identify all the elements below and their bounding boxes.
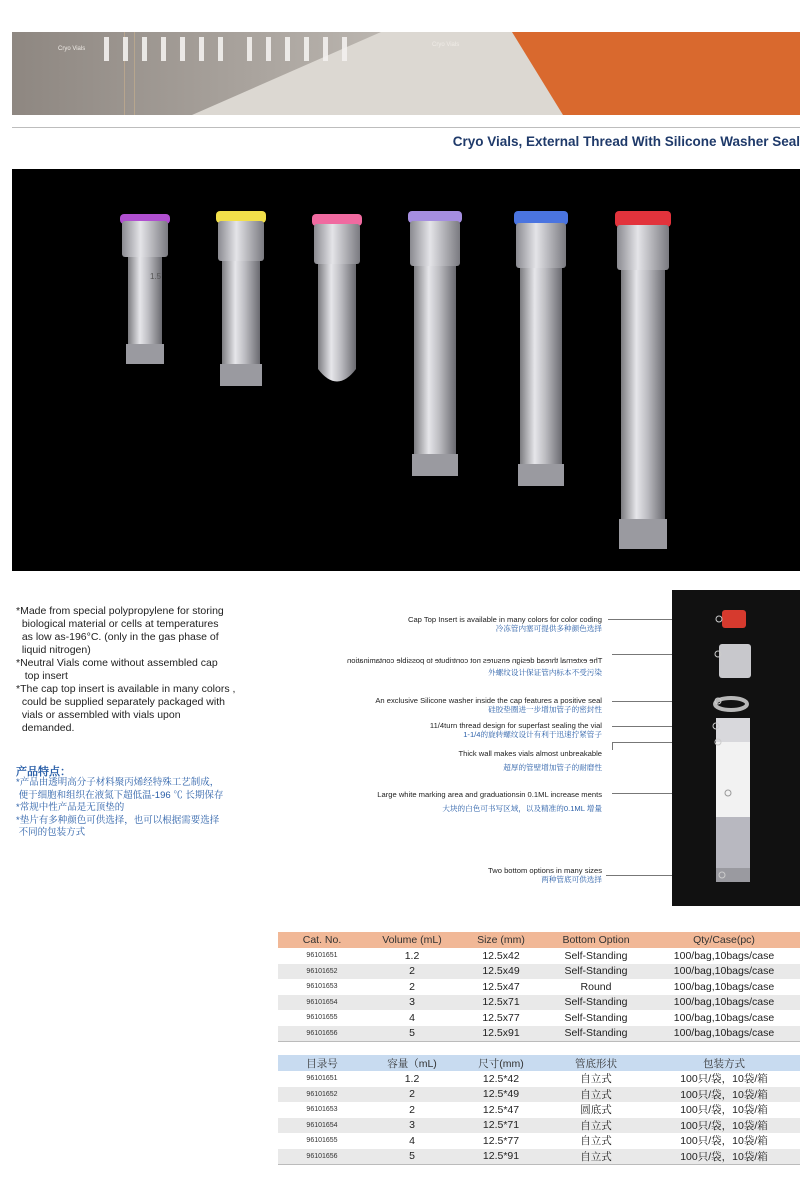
cap-insert-red	[615, 211, 671, 227]
annotation-cn: 硅胶垫圈进一步增加管子的密封性	[488, 705, 602, 714]
cell: 12.5*91	[458, 1149, 544, 1165]
cell: Round	[580, 980, 612, 993]
table-header-row	[278, 932, 800, 948]
table-row	[278, 1071, 800, 1087]
spec-table-english	[278, 932, 800, 1042]
cap-insert-red	[722, 610, 746, 628]
header-banner	[12, 32, 800, 115]
cell: 100/bag,10bags/case	[648, 964, 800, 980]
table-row	[278, 1102, 800, 1118]
table-row	[278, 979, 800, 995]
annotation-silicone-washer	[375, 696, 602, 714]
annotation-marking-area	[377, 790, 602, 813]
cell: Self-Standing	[544, 964, 648, 980]
feature-line-cn: 不同的包装方式	[16, 827, 86, 838]
cell: 自立式	[544, 1118, 648, 1134]
cell: 100/bag,10bags/case	[648, 995, 800, 1011]
cell: 圆底式	[580, 1104, 612, 1117]
cell: 4	[409, 1134, 415, 1147]
cell: 100只/袋，10袋/箱	[648, 1087, 800, 1103]
feature-line: as low as-196°C. (only in the gas phase of	[16, 631, 219, 643]
cell: 5	[366, 1149, 458, 1165]
cell: 1.2	[404, 1072, 420, 1085]
col-header: Qty/Case(pc)	[648, 932, 800, 948]
cell: 96101651	[306, 952, 338, 960]
cell: 96101656	[278, 1026, 366, 1042]
feature-line: demanded.	[16, 722, 75, 734]
col-header: Cat. No.	[278, 932, 366, 948]
cell: 4	[409, 1011, 415, 1024]
table-row	[278, 964, 800, 980]
vial-thread	[716, 718, 750, 742]
feature-line: vials or assembled with vials upon	[16, 709, 181, 721]
cell: 2	[409, 980, 415, 993]
cell: 2	[409, 1103, 415, 1116]
cell: 2	[366, 1087, 458, 1103]
cell: Self-Standing	[564, 949, 628, 962]
feature-line-cn: *常规中性产品是无顶垫的	[16, 802, 125, 813]
table-row	[278, 1026, 800, 1042]
vial-2-2ml	[216, 211, 266, 386]
cell: 自立式	[580, 1073, 612, 1086]
table-row	[278, 948, 800, 964]
cell: 96101651	[306, 1075, 338, 1083]
cell: 96101655	[306, 1014, 338, 1022]
cell: 12.5*71	[458, 1118, 544, 1134]
cell: 100只/袋，10袋/箱	[648, 1118, 800, 1134]
vial-body	[716, 817, 750, 875]
cell: 100/bag,10bags/case	[673, 1011, 775, 1024]
cell: 3	[366, 995, 458, 1011]
col-header: 容量（mL)	[366, 1055, 458, 1071]
col-header: 包装方式	[648, 1055, 800, 1071]
annotation-en: Cap Top Insert is available in many colors for color coding	[407, 615, 602, 624]
table-header-row	[278, 1055, 800, 1071]
annotation-en: Thick wall makes vials almost unbreakable	[458, 749, 602, 758]
page-title: Cryo Vials, External Thread With Silicone Washer Seal	[452, 134, 800, 149]
cell: 5	[366, 1026, 458, 1042]
feature-line: *Neutral Vials come without assembled cap	[16, 657, 218, 669]
feature-line: top insert	[16, 670, 68, 682]
cell: Self-Standing	[544, 995, 648, 1011]
cell: Self-Standing	[544, 1026, 648, 1042]
table-row	[278, 1118, 800, 1134]
annotation-cn: 冷冻管内塞可提供多种颜色选择	[495, 624, 602, 633]
feature-line: *The cap top insert is available in many colors ,	[16, 683, 236, 695]
cell: 96101653	[306, 1106, 338, 1114]
cell: 12.5*77	[482, 1134, 520, 1147]
cell: 96101652	[278, 964, 366, 980]
cell: 96101655	[306, 1137, 338, 1145]
cell: 100/bag,10bags/case	[673, 980, 775, 993]
cell: 12.5x71	[458, 995, 544, 1011]
features-chinese	[16, 777, 266, 840]
annotation-en: Large white marking area and graduationsin 0.1ML increase ments	[377, 790, 602, 799]
features-english	[16, 605, 266, 735]
annotation-thick-wall	[459, 749, 603, 772]
cell: 自立式	[580, 1135, 612, 1148]
cell: 100/bag,10bags/case	[648, 1026, 800, 1042]
exploded-vial-diagram	[672, 590, 800, 906]
vial-3-round-bottom	[312, 214, 362, 382]
cell: 96101654	[278, 995, 366, 1011]
feature-line-cn: *产品由透明高分子材料聚丙烯经特殊工艺制成，	[16, 777, 220, 788]
feature-line: biological material or cells at temperatures	[16, 618, 219, 630]
cell: 100只/袋，10袋/箱	[680, 1104, 768, 1117]
cap-insert-blue	[514, 211, 568, 225]
cell: 12.5*47	[482, 1103, 520, 1116]
annotation-thread-design	[430, 721, 602, 739]
feature-line: *Made from special polypropylene for storing	[16, 605, 224, 617]
cell: 自立式	[544, 1149, 648, 1165]
features-chinese-title: 产品特点：	[16, 766, 71, 778]
cell: 12.5x49	[458, 964, 544, 980]
cell: 96101656	[278, 1149, 366, 1165]
feature-line-cn: 便于细胞和组织在液氮下超低温-196 ℃ 长期保存	[16, 789, 224, 801]
vial-1-2ml	[120, 214, 170, 364]
annotation-cn: 两种管底可供选择	[541, 875, 602, 884]
annotation-en: 11/4turn thread design for superfast sealing the vial	[429, 721, 602, 730]
table-row	[278, 1010, 800, 1026]
feature-line: liquid nitrogen)	[16, 644, 91, 656]
annotation-cn: 大块的白色可书写区域，以及精准的0.1ML 增量	[442, 804, 602, 813]
marking-area	[716, 742, 750, 817]
svg-text:1.5: 1.5	[150, 272, 162, 281]
title-divider	[12, 127, 800, 128]
annotation-external-thread	[347, 650, 602, 677]
banner-brand-left: Cryo Vials	[58, 46, 86, 52]
product-photo	[12, 169, 800, 571]
table-row	[278, 1133, 800, 1149]
cap	[719, 644, 751, 678]
cell: 96101652	[278, 1087, 366, 1103]
feature-line-cn: *垫片有多种颜色可供选择，也可以根据需要选择	[16, 814, 220, 826]
banner-decor-bars	[104, 37, 347, 61]
annotation-cn: 1-1/4的旋转螺纹设计有利于迅速拧紧管子	[463, 730, 602, 739]
col-header: Volume (mL)	[366, 932, 458, 948]
table-row	[278, 995, 800, 1011]
col-header: 尺寸(mm)	[458, 1055, 544, 1071]
cell: 12.5x42	[482, 949, 520, 962]
cell: 100只/袋，10袋/箱	[680, 1073, 768, 1086]
banner-brand-right: Cryo Vials	[432, 42, 460, 48]
annotation-cn: 超厚的管壁增加管子的耐磨性	[503, 763, 602, 772]
cell: 12.5*49	[458, 1087, 544, 1103]
cell: 12.5x91	[458, 1026, 544, 1042]
vial-4-3ml	[408, 211, 462, 476]
spec-table-chinese	[278, 1055, 800, 1165]
cell: 1.2	[404, 949, 420, 962]
annotation-cap-insert	[408, 615, 602, 633]
cell: 12.5x47	[482, 980, 520, 993]
cell: 100只/袋，10袋/箱	[680, 1135, 768, 1148]
cell: 2	[366, 964, 458, 980]
cell: 96101654	[278, 1118, 366, 1134]
table-row	[278, 1149, 800, 1165]
vial-5-4ml	[514, 211, 568, 486]
cell: 100只/袋，10袋/箱	[648, 1149, 800, 1165]
feature-line: could be supplied separately packaged with	[16, 696, 225, 708]
annotation-en: The external thread design ensures not contribute to possible contamination	[346, 656, 602, 665]
annotation-en: An exclusive Silicone washer inside the cap features a positive seal	[375, 696, 602, 705]
cell: Self-Standing	[564, 1011, 628, 1024]
cell: 12.5x77	[482, 1011, 520, 1024]
table-row	[278, 1087, 800, 1103]
annotation-bottom-options	[488, 866, 602, 884]
cell: 自立式	[544, 1087, 648, 1103]
annotation-en: Two bottom options in many sizes	[488, 866, 602, 875]
vial-6-5ml	[615, 211, 671, 549]
annotation-cn: 外螺纹设计保证管内标本不受污染	[488, 668, 602, 677]
col-header: 管底形状	[544, 1055, 648, 1071]
col-header: Size (mm)	[458, 932, 544, 948]
col-header: 目录号	[278, 1055, 366, 1071]
cell: 100/bag,10bags/case	[673, 949, 775, 962]
cell: 12.5*42	[482, 1072, 520, 1085]
cell: 96101653	[306, 983, 338, 991]
cell: 3	[366, 1118, 458, 1134]
col-header: Bottom Option	[544, 932, 648, 948]
vial-skirt	[716, 868, 750, 882]
leader-tick	[612, 742, 613, 750]
